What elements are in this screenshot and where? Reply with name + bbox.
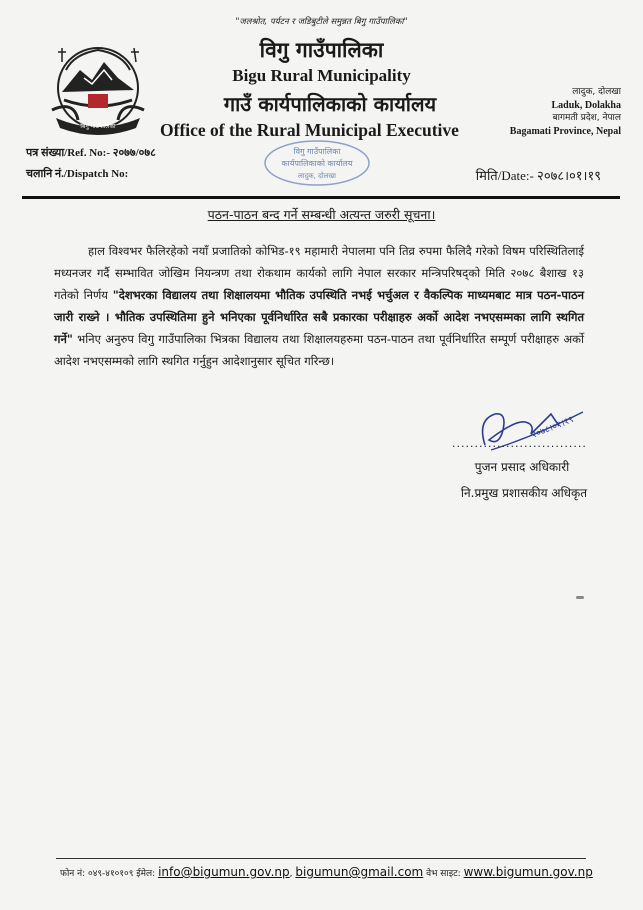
header-divider <box>22 196 620 199</box>
office-stamp <box>258 138 376 188</box>
municipality-name-np: विगु गाउँपालिका <box>259 38 384 62</box>
footer-web-label: वेभ साइट: <box>426 869 461 879</box>
footer-separator: , <box>289 869 293 879</box>
signatory-name: पुजन प्रसाद अधिकारी <box>474 460 570 474</box>
footer-phone-label: फोन नं: ०४९-४१०१०९ ईमेल: <box>60 869 156 879</box>
dispatch-number: चलानि नं./Dispatch No: <box>26 168 129 180</box>
address-block <box>491 86 621 138</box>
signatory-title: नि.प्रमुख प्रशासकीय अधिकृत <box>460 486 588 500</box>
stamp-line-2: कार्यपालिकाको कार्यालय <box>281 159 353 168</box>
signature-line: .............................. <box>452 437 587 450</box>
letter-date: मिति/Date:- २०७८।०१।१९ <box>475 168 601 183</box>
footer-divider <box>56 858 586 859</box>
office-name-np: गाउँ कार्यपालिकाको कार्यालय <box>223 92 437 116</box>
address-line-4: Bagamati Province, Nepal <box>509 126 621 137</box>
stamp-line-1: विगु गाउँपालिका <box>293 147 341 156</box>
notice-body <box>54 240 584 372</box>
logo-ribbon-text: बिगु गाउँपालिका <box>80 123 116 130</box>
body-part-1: हाल विश्वभर फैलिरहेको नयाँ प्रजातिको कोभिड-१९ महामारी नेपालमा पनि तिव्र रुपमा फैलिदै गरेको विषम परिस्थितिलाई मध्यनजर गर्दै सम्भावित जोखिम नियन्त्रण तथा रोकथाम कार्यको लागि नेपाल सरकार मन्त्रिपरिषद्को मिति २०७८ बैशाख १३ गतेको निर्णय <box>54 244 584 302</box>
address-line-3: बागमती प्रदेश, नेपाल <box>552 113 621 123</box>
slogan: "जलश्रोत, पर्यटन र जडिबुटीले समुन्नत बिगु गाउँपालिका" <box>235 17 408 27</box>
body-part-2: भनिए अनुरुप विगु गाउँपालिका भित्रका विद्यालय तथा शिक्षालयहरुमा पठन-पाठन तथा पूर्वनिर्धारित सम्पूर्ण परीक्षाहरु अर्को आदेश नभएसम्मको लागि स्थगित गर्नुहुन आदेशानुसार सूचित गरिन्छ। <box>54 332 584 368</box>
address-line-2: Laduk, Dolakha <box>551 100 621 111</box>
notice-subject: पठन-पाठन बन्द गर्ने सम्बन्धी अत्यन्त जरुरी सूचना। <box>207 207 436 222</box>
footer-website[interactable]: www.bigumun.gov.np <box>463 865 593 879</box>
stray-pen-mark <box>576 596 584 599</box>
signature-mark <box>455 400 590 460</box>
body-quote: "देशभरका विद्यालय तथा शिक्षालयमा भौतिक उपस्थिति नभई भर्चुअल र वैकल्पिक माध्यमबाट मात्र पठन-पाठन जारी राख्ने । भौतिक उपस्थितिमा हुने भनिएका पूर्वनिर्धारित सबै प्रकारका परीक्षाहरु अर्को आदेश नभएसम्मका लागि स्थगित गर्ने" <box>54 288 585 346</box>
footer-contact <box>60 865 593 879</box>
signature-date: २०७८।०१।१९ <box>530 414 576 441</box>
footer-email-2[interactable]: bigumun@gmail.com <box>295 865 424 879</box>
reference-number: पत्र संख्या/Ref. No:- २०७७/०७८ <box>26 147 156 159</box>
footer-email-1[interactable]: info@bigumun.gov.np <box>158 865 290 879</box>
stamp-line-3: लादुक, दोलखा <box>298 172 336 180</box>
office-name-en: Office of the Rural Municipal Executive <box>160 120 459 140</box>
municipality-name-en: Bigu Rural Municipality <box>232 66 411 85</box>
address-line-1: लादुक, दोलखा <box>572 87 621 97</box>
